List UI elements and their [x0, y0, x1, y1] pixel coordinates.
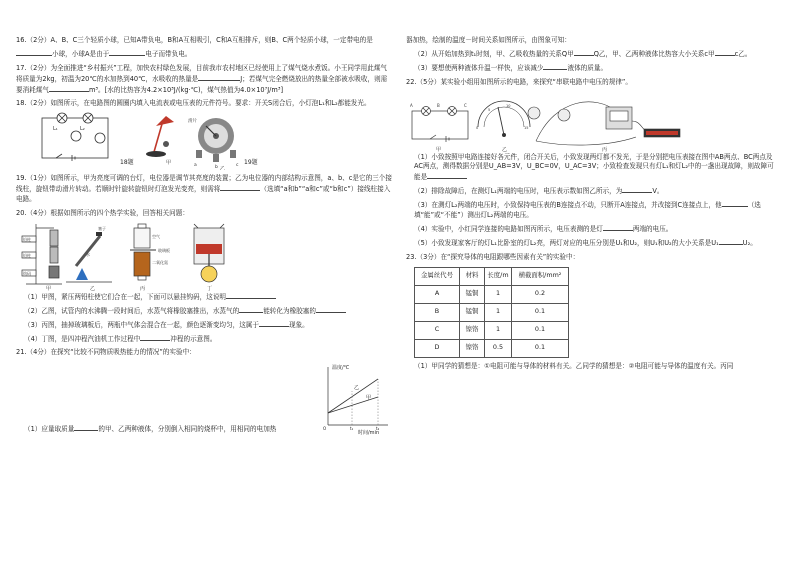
q22-5-blank[interactable]: [719, 238, 743, 245]
q22-3-text: （3）在测灯L₂两端的电压时，小致保持电压表的B连接点不动，只断开A连接点，并改接到C连接点上，他: [414, 201, 722, 210]
fig22-label-b: 乙: [502, 146, 508, 153]
svg-text:b: b: [215, 165, 218, 171]
q21-3-blank[interactable]: [543, 63, 567, 70]
q20-3-text-b: 现象。: [288, 320, 309, 329]
table-cell: 0.1: [512, 339, 569, 357]
table-cell: 0.5: [485, 339, 512, 357]
fig18-label: 18题: [120, 159, 134, 167]
svg-text:5: 5: [488, 107, 491, 112]
q21-2-blank-1[interactable]: [574, 49, 594, 56]
svg-text:滑片: 滑片: [188, 119, 197, 125]
q17-text-b: J；若煤气完全燃烧放出的热量全部被水吸收，则需要消耗煤气: [16, 74, 388, 94]
q22-4-text: （4）实验中，小红同学连接的电路如图丙所示，电压表测的是灯: [414, 224, 603, 233]
q22-1-blank[interactable]: [427, 172, 467, 179]
fig22-label-a: 甲: [436, 146, 442, 153]
table-cell: 0.2: [512, 285, 569, 303]
q16-blank-2[interactable]: [109, 49, 145, 56]
q20-4-text-b: 冲程的示意图。: [170, 334, 217, 343]
table-header-row: [415, 267, 569, 285]
q21-3-text-b: 液体的质量。: [567, 63, 608, 72]
q20-1-text: （1）甲图，紧压两铅柱使它们合在一起，下面可以悬挂钩码，这说明: [24, 292, 227, 301]
graph-origin: O: [323, 426, 327, 432]
q21-1-blank[interactable]: [74, 424, 98, 431]
question-21-continued: [406, 36, 778, 74]
voltmeter-dial: [476, 101, 530, 153]
q20-3-blank[interactable]: [259, 320, 289, 327]
svg-text:L₁: L₁: [53, 126, 58, 133]
test-tube-experiment: [66, 225, 112, 292]
table-cell: C: [415, 321, 460, 339]
series-circuit-diagram: [412, 106, 468, 142]
q21-cont-text: 器加热，绘制的温度－时间关系如图所示，由图象可知：: [406, 36, 571, 44]
q21-1-text: （1）应量取质量: [24, 425, 75, 434]
tag-no2: 二氧化氮: [152, 259, 168, 265]
q19-text-a: 19.（1分）如图所示，甲为亮度可调的台灯，电位器是调节其亮度的装置；乙为电位器的内部结构示意图，a、b、c是它的三个接线柱，旋钮带动滑片转动。若顺时针旋转旋钮时灯泡发光变亮，则需将: [16, 174, 392, 194]
fig20-label-d: 丁: [207, 285, 213, 292]
table-cell: 1: [485, 321, 512, 339]
svg-text:15: 15: [524, 125, 529, 130]
tag-lead-2: 铅柱: [23, 252, 31, 258]
tag-glass-plate: 玻璃板: [158, 247, 170, 253]
tag-water: 水: [86, 251, 90, 257]
graph-ylabel: 温度/℃: [332, 365, 350, 372]
q20-3-text: （3）丙图，抽掉玻璃板后，两瓶中气体会混合在一起，颜色逐渐变均匀，这属于: [24, 320, 259, 329]
tag-weight: 钩码: [23, 270, 31, 276]
q20-2-blank-1[interactable]: [239, 306, 263, 313]
engine-stroke-diagram: [194, 224, 224, 292]
q16-text-c: 电子而带负电。: [145, 49, 192, 58]
table-header-cell: 长度/m: [485, 267, 512, 285]
lamp-illustration: [146, 116, 174, 166]
table-cell: 0.1: [512, 321, 569, 339]
temperature-time-graph: [318, 361, 392, 435]
fig20-label-b: 乙: [90, 285, 96, 292]
left-column: [16, 36, 392, 439]
q21-1-text-b: 的甲、乙两种液体，分别倒入相同的烧杯中，用相同的电加热: [98, 425, 277, 434]
right-column: [406, 36, 778, 375]
series-label-yi: 乙: [354, 385, 360, 392]
q20-text: 20.（4分）根据如图所示的四个热学实验，回答相关问题：: [16, 209, 189, 218]
question-19: [16, 174, 392, 205]
q21-3-text: （3）要想使两种液体升温一样快，应该减少: [414, 63, 544, 72]
q21-2-text: （2）从开始加热到t₁时刻，甲、乙吸收热量的关系Q甲: [414, 49, 574, 58]
question-20: [16, 209, 392, 344]
q22-3-text-b: （选填“能”或“不能”）测出灯L₂两端的电压。: [414, 201, 761, 220]
question-16: [16, 36, 392, 60]
table-header-cell: 材料: [460, 267, 485, 285]
fig20-label-c: 丙: [140, 285, 146, 292]
q17-text-a: 17.（2分）为全面推进“乡村振兴”工程，加快农村绿色发展，目前我市农村地区已经使用上了煤气烧水煮饭。小王同学用此煤气将质量为2kg，初温为20℃的水加热到40℃，水吸收的热量是: [16, 63, 387, 83]
table-cell: D: [415, 339, 460, 357]
table-cell: 锰铜: [460, 285, 485, 303]
gas-diffusion-experiment: [130, 224, 170, 292]
q22-2-blank[interactable]: [622, 186, 652, 193]
q20-4-blank[interactable]: [140, 334, 170, 341]
tick-t1: t₁: [350, 426, 354, 432]
table-cell: 锰铜: [460, 303, 485, 321]
svg-text:甲: 甲: [166, 160, 172, 167]
q22-2-text-b: V。: [652, 187, 664, 196]
figures-20: [16, 222, 392, 292]
svg-text:A: A: [410, 102, 413, 108]
table-cell: 镍铬: [460, 339, 485, 357]
table-cell: A: [415, 285, 460, 303]
q22-4-text-b: 两端的电压。: [632, 224, 673, 233]
q23-text: 23.（3分）在“探究导体的电阻跟哪些因素有关”的实验中：: [406, 252, 580, 261]
q20-4-text: （4）丁图，是四冲程汽油机工作过程中: [24, 334, 141, 343]
q20-2-blank-2[interactable]: [316, 306, 346, 313]
svg-text:10: 10: [506, 103, 511, 108]
figures-18-19: [16, 112, 392, 170]
q20-1-blank[interactable]: [226, 292, 276, 299]
graph-xlabel: 时间/min: [358, 430, 380, 436]
q16-text: 16.（2分）A、B、C三个轻质小球，已知A带负电，B和A互相吸引，C和A互相排斥，则B、C两个轻质小球，一定带电的是: [16, 36, 373, 44]
q22-4-blank[interactable]: [603, 224, 633, 231]
question-21: [16, 348, 392, 435]
fig22-label-c: 丙: [602, 146, 608, 153]
q23-1-text: （1）甲同学的猜想是：①电阻可能与导体的材料有关。乙同学的猜想是：②电阻可能与导体的温度有关。丙同: [414, 361, 734, 370]
q19-text-b: （选填“a和b”“a和c”或“b和c”）接线柱接入电路。: [16, 185, 391, 204]
table-row: [415, 285, 569, 303]
q22-3-blank[interactable]: [722, 200, 748, 207]
table-header-cell: 横截面积/mm²: [512, 267, 569, 285]
table-row: [415, 321, 569, 339]
question-17: [16, 64, 392, 96]
q22-5-text-b: U₂。: [742, 238, 757, 247]
figures-22: [406, 91, 778, 153]
circuit-diagram-18: [42, 113, 108, 161]
tag-air: 空气: [152, 233, 160, 239]
table-cell: B: [415, 303, 460, 321]
svg-text:L₂: L₂: [80, 126, 85, 133]
svg-text:B: B: [437, 102, 440, 108]
q16-text-b: 小球，小球A是由于: [52, 49, 110, 58]
series-label-jia: 甲: [366, 395, 372, 402]
svg-text:0: 0: [476, 125, 479, 130]
question-23: [406, 253, 778, 372]
q21-2-text-b: Q乙，甲、乙两种液体比热容大小关系c甲: [593, 49, 715, 58]
q22-1-text: （1）小致按照甲电路连接好各元件，闭合开关后，小致发现两灯都不发光，于是分别把电压表接在图中AB两点、BC两点及AC两点，测得数据分别是U_AB=3V，U_BC=0V，U_AC=3V；小致检查发现只有灯L₁和灯L₂中的一盏出现故障，则故障可能是: [414, 152, 774, 182]
physical-circuit-photo: [528, 101, 680, 144]
q20-2-text-b: 能转化为橡胶塞的: [263, 306, 316, 315]
table-cell: 1: [485, 303, 512, 321]
svg-text:C: C: [464, 102, 467, 108]
q22-text: 22.（5分）某实验小组用如图所示的电路，来探究“串联电路中电压的规律”。: [406, 77, 632, 86]
q22-5-text: （5）小致发现家客厅的灯L₁比卧室的灯L₂亮，两灯对应的电压分别是U₁和U₂，则U₁和U₂的大小关系是U₁: [414, 238, 719, 247]
table-row: [415, 303, 569, 321]
tag-stopper: 塞子: [98, 225, 106, 231]
q18-text: 18.（2分）如图所示，在电路图的圆圈内填入电流表或电压表的元件符号。要求：开关S闭合后，小灯泡L₁和L₂都能发光。: [16, 99, 371, 108]
table-row: [415, 339, 569, 357]
fig19-label: 19题: [244, 159, 258, 167]
q17-blank-2[interactable]: [49, 85, 89, 92]
q20-2-text: （2）乙图，试管内的水沸腾一段时间后，水蒸气将橡胶塞推出，水蒸气的: [24, 306, 240, 315]
fig20-label-a: 甲: [46, 285, 52, 292]
q16-blank-1[interactable]: [16, 49, 52, 56]
svg-text:c: c: [236, 163, 239, 169]
svg-text:乙: 乙: [220, 166, 226, 171]
table-cell: 1: [485, 285, 512, 303]
table-cell: 镍铬: [460, 321, 485, 339]
q22-2-text: （2）排除故障后，在测灯L₁两端的电压时，电压表示数如图乙所示，为: [414, 187, 623, 196]
q21-2-text-c: c乙。: [734, 49, 752, 58]
q21-2-blank-2[interactable]: [715, 49, 735, 56]
q21-text: 21.（4分）在探究“比较不同物质吸热能力的情况”的实验中：: [16, 348, 196, 357]
question-22: [406, 78, 778, 249]
q19-blank[interactable]: [220, 184, 260, 191]
q17-text-c: m³。[水的比热容为4.2×10³J/(kg·℃)，煤气热值为4.0×10⁷J/m³]: [88, 85, 284, 94]
tag-lead-1: 铅柱: [23, 236, 31, 242]
question-18: [16, 99, 392, 170]
potentiometer-illustration: [188, 117, 239, 170]
svg-text:a: a: [194, 163, 197, 169]
table-cell: 0.1: [512, 303, 569, 321]
tick-t2: t₂: [376, 426, 380, 432]
q17-blank-1[interactable]: [198, 74, 240, 81]
table-header-cell: 金属丝代号: [415, 267, 460, 285]
wire-properties-table: [414, 267, 569, 358]
